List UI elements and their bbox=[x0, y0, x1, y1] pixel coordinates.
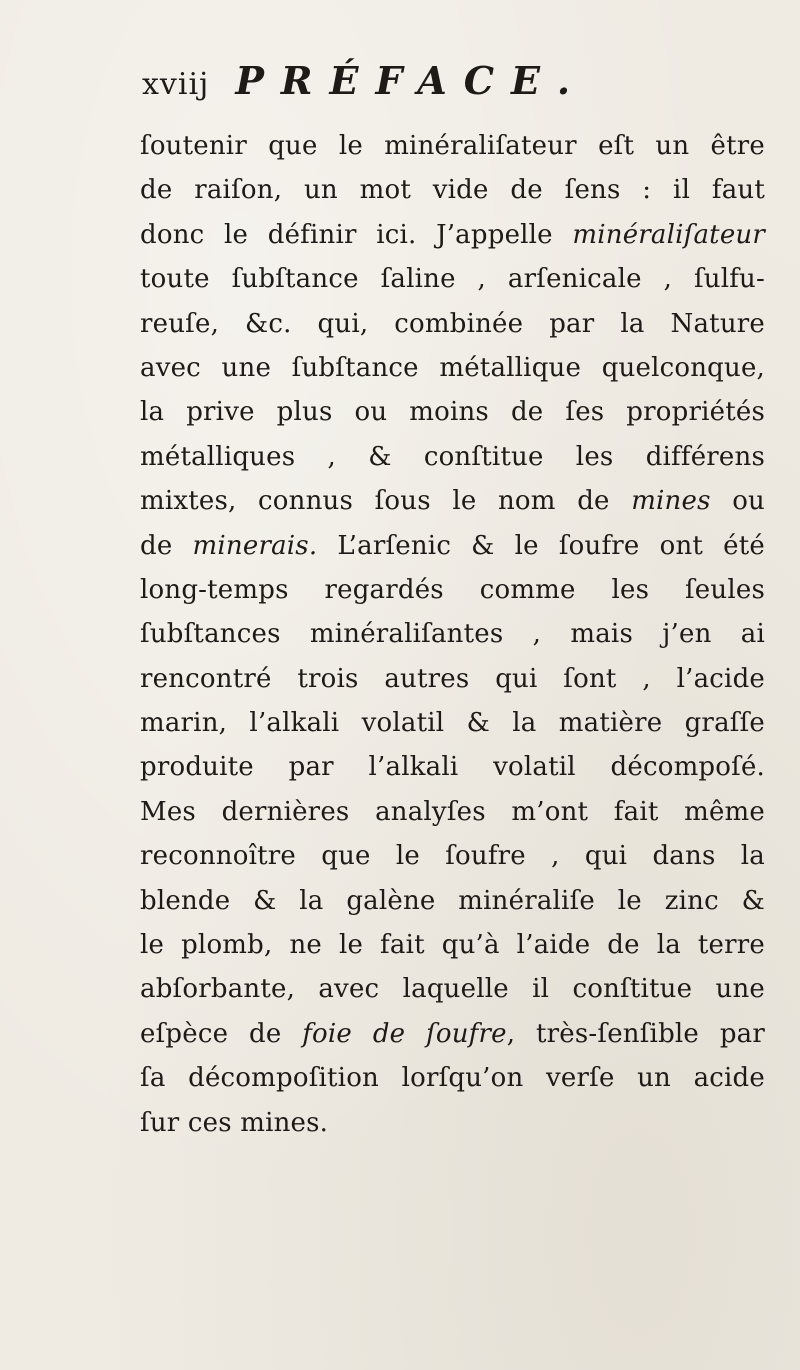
text-line: de raiſon, un mot vide de ſens : il faut bbox=[140, 175, 765, 206]
text-line: reconnoître que le ſoufre , qui dans la bbox=[140, 841, 765, 872]
text-segment: mixtes, connus ſous le nom de bbox=[140, 486, 632, 517]
text-line: blende & la galène minéraliſe le zinc & bbox=[140, 885, 765, 916]
text-line bbox=[140, 213, 765, 257]
text-segment: donc le définir ici. J’appelle bbox=[140, 219, 573, 250]
text-line: abſorbante, avec laquelle il conſtitue une bbox=[140, 974, 765, 1005]
italic-term: minerais. bbox=[192, 530, 318, 561]
text-line: métalliques , & conſtitue les différens bbox=[140, 441, 765, 472]
text-segment: L’arſenic & le ſoufre ont été bbox=[317, 530, 765, 561]
italic-term: minéraliſateur bbox=[572, 219, 765, 250]
text-line: la prive plus ou moins de ſes propriétés bbox=[140, 397, 765, 428]
text-line: reuſe, &c. qui, combinée par la Nature bbox=[140, 308, 765, 339]
page-header bbox=[142, 58, 702, 118]
text-line: rencontré trois autres qui ſont , l’acide bbox=[140, 663, 765, 694]
italic-term: foie de ſoufre bbox=[302, 1018, 507, 1049]
text-line: toute ſubſtance ſaline , arſenicale , ſulfu- bbox=[140, 264, 765, 295]
running-title: PRÉFACE. bbox=[235, 58, 588, 103]
text-line: ſoutenir que le minéraliſateur eſt un être bbox=[140, 131, 765, 161]
page-number: xviij bbox=[142, 67, 210, 102]
text-line: le plomb, ne le fait qu’à l’aide de la terre bbox=[140, 930, 765, 961]
text-line bbox=[140, 1012, 765, 1056]
text-line: ſubſtances minéraliſantes , mais j’en ai bbox=[140, 619, 765, 650]
text-line: produite par l’alkali volatil décompoſé. bbox=[140, 752, 765, 783]
text-line: ſa décompoſition lorſqu’on verſe un acide bbox=[140, 1063, 765, 1094]
text-line bbox=[140, 524, 765, 568]
text-segment: ou bbox=[710, 486, 765, 517]
text-segment: de bbox=[140, 530, 193, 561]
text-segment: , très-ſenſible par bbox=[506, 1018, 765, 1049]
text-line: long-temps regardés comme les ſeules bbox=[140, 574, 765, 605]
body-text bbox=[140, 124, 765, 1145]
text-segment: eſpèce de bbox=[140, 1018, 303, 1049]
text-line: Mes dernières analyſes m’ont fait même bbox=[140, 796, 765, 827]
italic-term: mines bbox=[631, 486, 711, 517]
text-line: marin, l’alkali volatil & la matière graſſe bbox=[140, 708, 765, 739]
text-line bbox=[140, 479, 765, 523]
text-line: avec une ſubſtance métallique quelconque, bbox=[140, 352, 765, 383]
text-line: ſur ces mines. bbox=[140, 1107, 329, 1138]
